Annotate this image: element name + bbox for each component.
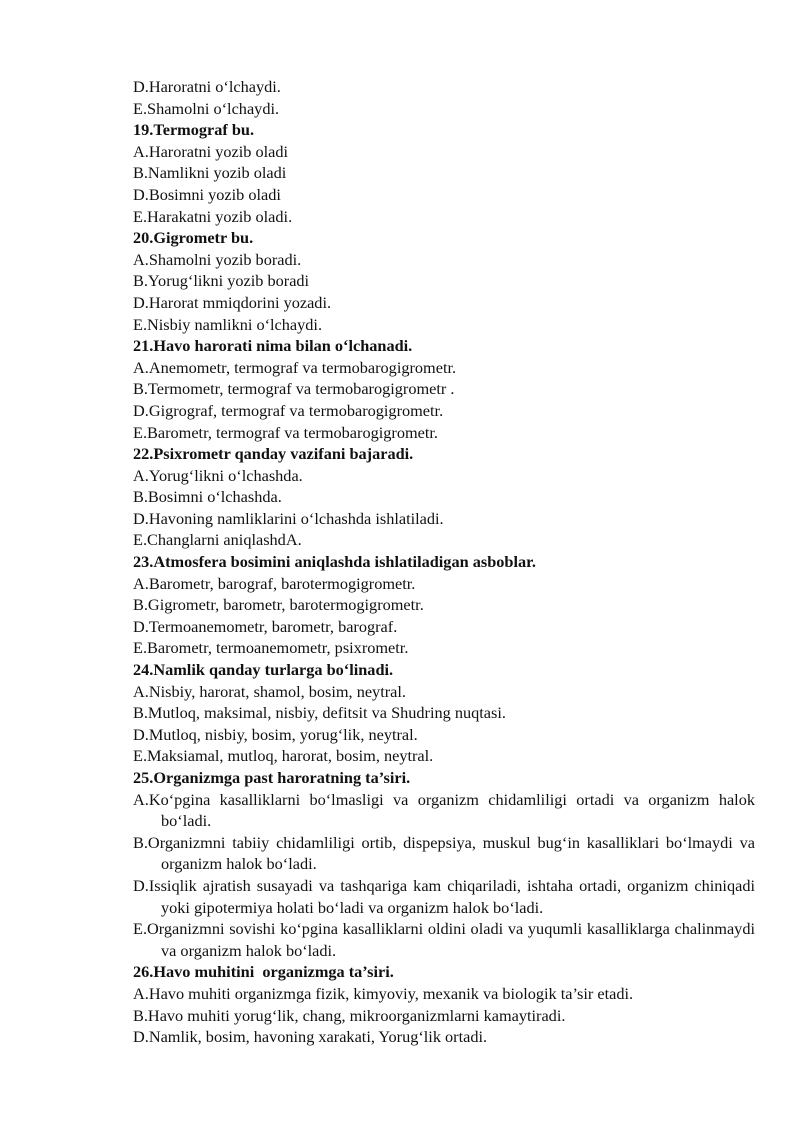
question-20: 20.Gigrometr bu. — [133, 228, 254, 248]
option-b-q25: B.Organizmni tabiiy chidamliligi ortib, dispepsiya, muskul bug‘in kasalliklari bo‘lmaydi va organizm halok bo‘ladi. — [133, 832, 755, 874]
option-e-q18: E.Shamolni o‘lchaydi. — [133, 98, 280, 118]
option-d-q26: D.Namlik, bosim, havoning xarakati, Yorug‘lik ortadi. — [133, 1027, 488, 1047]
option-a-q26: A.Havo muhiti organizmga fizik, kimyoviy, mexanik va biologik ta’sir etadi. — [133, 983, 634, 1003]
option-e-q24: E.Maksiamal, mutloq, harorat, bosim, neytral. — [133, 746, 434, 766]
option-a-q21: A.Anemometr, termograf va termobarogigrometr. — [133, 357, 457, 377]
question-25: 25.Organizmga past haroratning ta’siri. — [133, 768, 411, 787]
question-21: 21.Havo harorati nima bilan o‘lchanadi. — [133, 336, 413, 356]
question-19: 19.Termograf bu. — [133, 120, 255, 140]
option-e-q20: E.Nisbiy namlikni o‘lchaydi. — [133, 314, 323, 334]
option-d-q22: D.Havoning namliklarini o‘lchashda ishlatiladi. — [133, 508, 444, 528]
option-a-q24: A.Nisbiy, harorat, shamol, bosim, neytral. — [133, 681, 406, 701]
option-e-q25: E.Organizmni sovishi ko‘pgina kasalliklarni oldini oladi va yuqumli kasalliklarga chalinmaydi va organizm halok bo‘ladi. — [133, 919, 755, 960]
option-b-q20: B.Yorug‘likni yozib boradi — [133, 271, 310, 291]
option-d-q18: D.Haroratni o‘lchaydi. — [133, 77, 281, 96]
option-b-q21: B.Termometr, termograf va termobarogigrometr . — [133, 379, 455, 399]
option-b-q23: B.Gigrometr, barometr, barotermogigrometr. — [133, 595, 424, 615]
option-a-q25: A.Ko‘pgina kasalliklarni bo‘lmasligi va organizm chidamliligi ortadi va organizm halok bo‘ladi. — [133, 789, 755, 831]
option-a-q23: A.Barometr, barograf, barotermogigrometr. — [133, 573, 416, 593]
option-e-q22: E.Changlarni aniqlashdA. — [133, 530, 302, 550]
option-d-q21: D.Gigrograf, termograf va termobarogigrometr. — [133, 400, 444, 420]
option-d-q24: D.Mutloq, nisbiy, bosim, yorug‘lik, neytral. — [133, 724, 418, 744]
question-23: 23.Atmosfera bosimini aniqlashda ishlatiladigan asboblar. — [133, 552, 536, 572]
option-e-q23: E.Barometr, termoanemometr, psixrometr. — [133, 638, 409, 658]
question-22: 22.Psixrometr qanday vazifani bajaradi. — [133, 444, 414, 464]
option-a-q22: A.Yorug‘likni o‘lchashda. — [133, 465, 303, 485]
question-24: 24.Namlik qanday turlarga bo‘linadi. — [133, 660, 394, 680]
option-e-q19: E.Harakatni yozib oladi. — [133, 206, 293, 226]
option-b-q19: B.Namlikni yozib oladi — [133, 163, 287, 183]
option-d-q25: D.Issiqlik ajratish susayadi va tashqariga kam chiqariladi, ishtaha ortadi, organizm chiniqadi yoki gipotermiya holati bo‘ladi va organizm halok bo‘ladi. — [133, 875, 755, 917]
option-e-q21: E.Barometr, termograf va termobarogigrometr. — [133, 422, 438, 442]
document-page — [133, 76, 755, 1048]
option-d-q19: D.Bosimni yozib oladi — [133, 184, 281, 204]
option-d-q20: D.Harorat mmiqdorini yozadi. — [133, 292, 332, 312]
option-d-q23: D.Termoanemometr, barometr, barograf. — [133, 616, 398, 636]
option-b-q24: B.Mutloq, maksimal, nisbiy, defitsit va Shudring nuqtasi. — [133, 703, 506, 723]
option-a-q20: A.Shamolni yozib boradi. — [133, 249, 302, 269]
option-b-q26: B.Havo muhiti yorug‘lik, chang, mikroorganizmlarni kamaytiradi. — [133, 1005, 566, 1025]
option-b-q22: B.Bosimni o‘lchashda. — [133, 487, 282, 507]
option-a-q19: A.Haroratni yozib oladi — [133, 141, 289, 161]
question-26: 26.Havo muhitini organizmga ta’siri. — [133, 962, 394, 982]
